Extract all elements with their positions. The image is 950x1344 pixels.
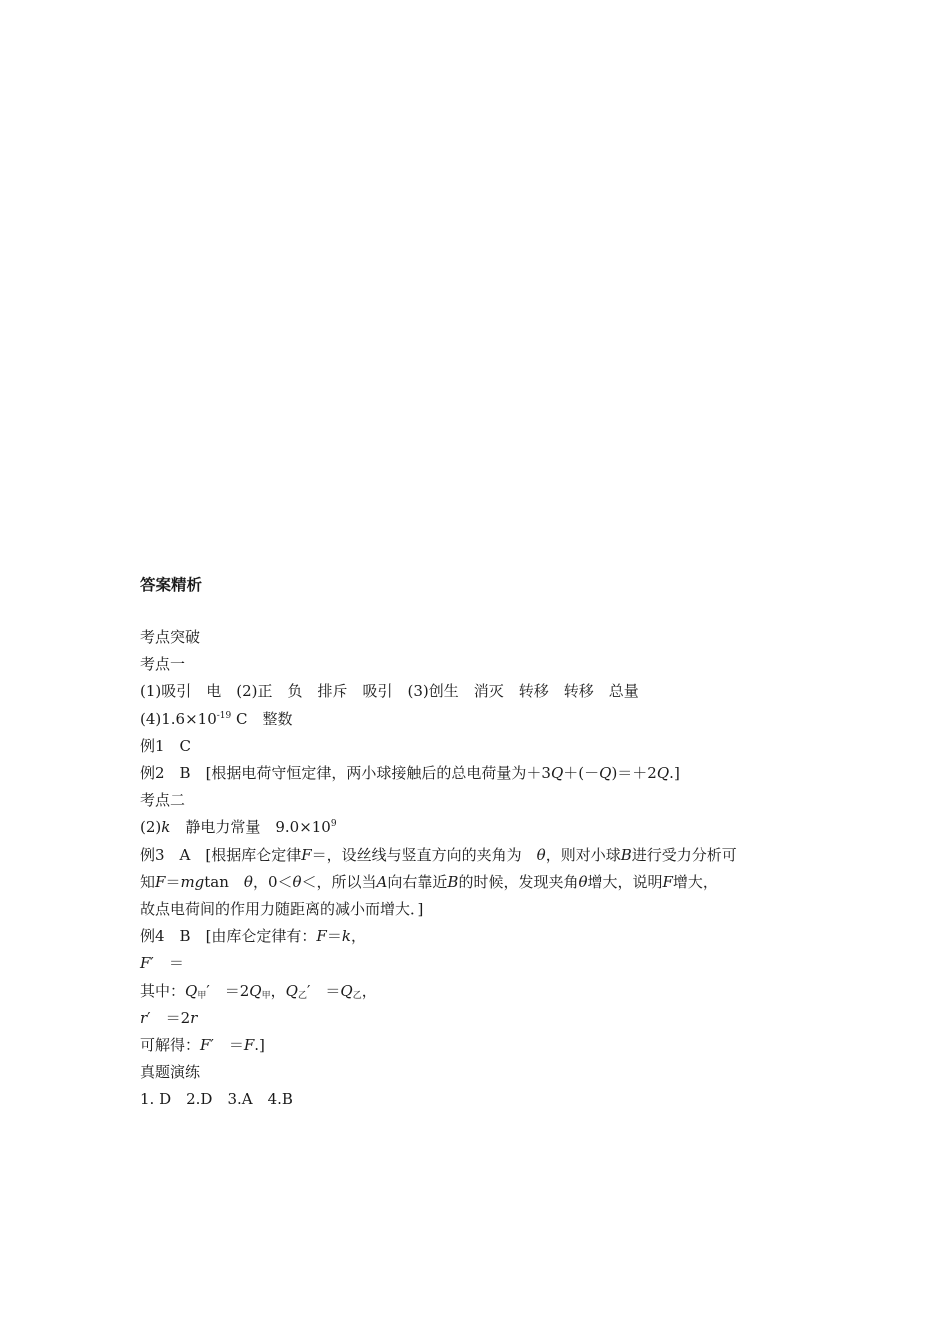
example-4-line-4: r′ ＝2r bbox=[140, 1008, 198, 1027]
section-heading: 答案精析 bbox=[140, 576, 203, 594]
answer-line-k1-2: $(4)1.6\times 10^{-19}$ C 整数 bbox=[140, 709, 293, 728]
zhenti-answers: 1. D 2.D 3.A 4.B bbox=[140, 1090, 293, 1109]
example-3-line-2: 知F＝mgtan θ，0＜θ＜，所以当A向右靠近B的时候，发现夹角θ增大，说明F增大， bbox=[140, 872, 718, 891]
subheading-kaodian-tupo: 考点突破 bbox=[140, 628, 201, 646]
example-1-answer: 例1 C bbox=[140, 736, 192, 755]
answer-analysis-section bbox=[140, 572, 820, 1114]
subheading-kaodian-2: 考点二 bbox=[140, 791, 186, 810]
example-3-line-1: 例3 A [根据库仑定律F＝，设丝线与竖直方向的夹角为 θ，则对小球B进行受力分析可 bbox=[140, 845, 737, 864]
example-4-line-3: 其中：$Q_甲'$ $=2Q_甲$，$Q_乙'$ $=Q_乙$， bbox=[140, 981, 377, 1001]
example-4-line-2: F′ ＝ bbox=[140, 954, 184, 973]
example-4-line-1: 例4 B [由库仑定律有：F＝k， bbox=[140, 927, 366, 946]
subheading-kaodian-1: 考点一 bbox=[140, 655, 186, 674]
answer-line-k1-1: (1)吸引 电 (2)正 负 排斥 吸引 (3)创生 消灭 转移 转移 总量 bbox=[140, 682, 639, 701]
subheading-zhenti: 真题演练 bbox=[140, 1063, 201, 1082]
example-3-line-3: 故点电荷间的作用力随距离的减小而增大．] bbox=[140, 900, 424, 919]
example-4-line-5: 可解得：F′ ＝F.] bbox=[140, 1036, 265, 1055]
answer-line-k2: (2)k 静电力常量 $9.0\times 10^9$ bbox=[140, 818, 337, 837]
example-2-answer: 例2 B [根据电荷守恒定律，两小球接触后的总电荷量为＋3Q＋(－Q)＝＋2Q.] bbox=[140, 764, 680, 783]
